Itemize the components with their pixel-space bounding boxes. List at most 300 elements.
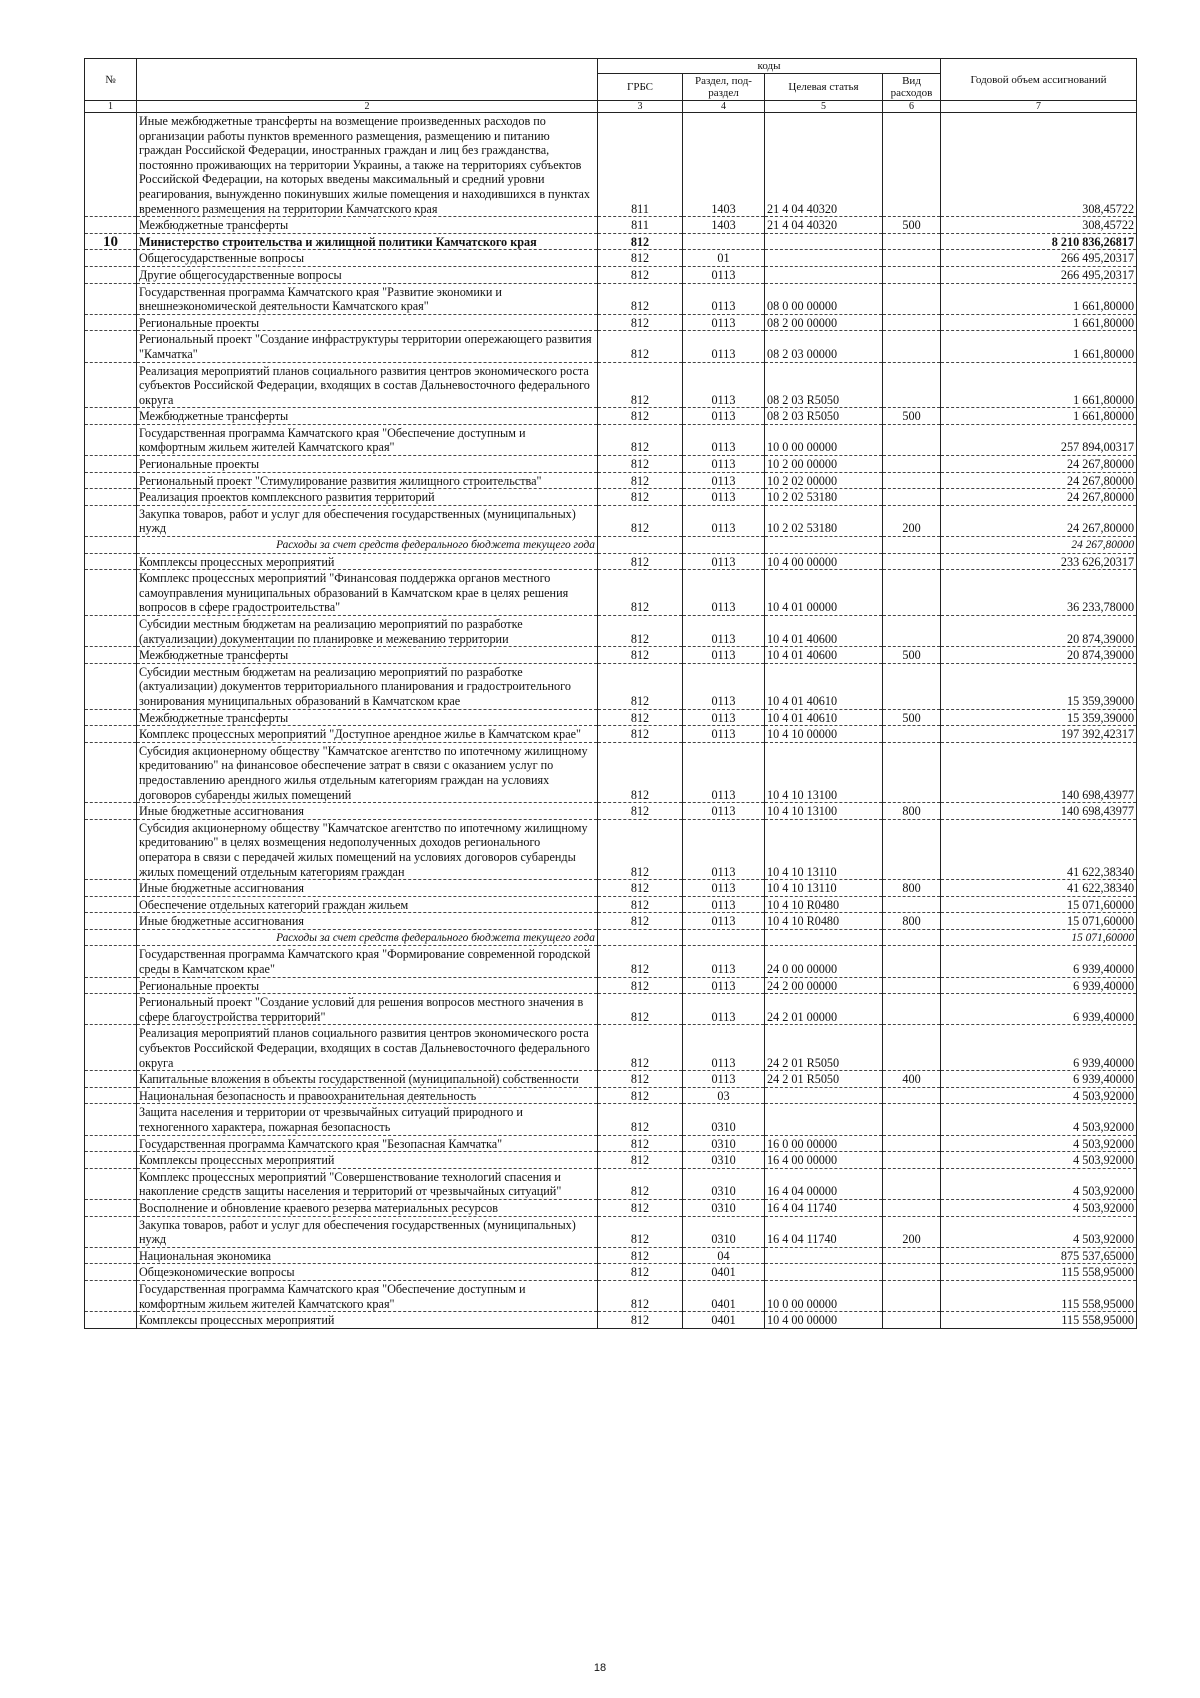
row-article: 10 4 10 13100 xyxy=(765,742,883,802)
row-sum: 4 503,92000 xyxy=(941,1152,1137,1169)
row-name: Защита населения и территории от чрезвычайных ситуаций природного и техногенного характера, пожарная безопасность xyxy=(137,1104,598,1135)
row-sum: 20 874,39000 xyxy=(941,616,1137,647)
row-article: 08 2 03 00000 xyxy=(765,331,883,362)
row-section: 0310 xyxy=(683,1135,765,1152)
row-number-cell xyxy=(85,217,137,234)
row-section: 04 xyxy=(683,1247,765,1264)
row-number-cell xyxy=(85,663,137,709)
row-grbs: 812 xyxy=(598,663,683,709)
table-row xyxy=(85,1312,1137,1329)
row-number-cell xyxy=(85,553,137,570)
row-number-cell xyxy=(85,803,137,820)
row-sum: 36 233,78000 xyxy=(941,570,1137,616)
row-number-cell xyxy=(85,1104,137,1135)
header-sum: Годовой объем ассигнований xyxy=(941,59,1137,101)
row-article: 16 0 00 00000 xyxy=(765,1135,883,1152)
column-number: 7 xyxy=(941,101,1137,113)
row-vid xyxy=(883,1247,941,1264)
table-row xyxy=(85,537,1137,554)
row-number-cell xyxy=(85,913,137,930)
row-name: Субсидия акционерному обществу "Камчатское агентство по ипотечному жилищному кредитованию" в целях возмещения недополученных доходов регионального оператора в связи с передачей жилых помещений на условиях договоров субаренды жилых помещений отдельным категориям граждан xyxy=(137,819,598,879)
row-section: 0113 xyxy=(683,742,765,802)
row-article: 08 2 00 00000 xyxy=(765,314,883,331)
row-article: 10 4 10 13110 xyxy=(765,880,883,897)
table-row xyxy=(85,1104,1137,1135)
row-number-cell xyxy=(85,819,137,879)
row-grbs: 812 xyxy=(598,1087,683,1104)
row-vid xyxy=(883,663,941,709)
row-section: 0113 xyxy=(683,1025,765,1071)
row-grbs: 812 xyxy=(598,570,683,616)
table-row xyxy=(85,1280,1137,1311)
row-sum: 15 359,39000 xyxy=(941,663,1137,709)
row-section: 0113 xyxy=(683,896,765,913)
row-sum: 6 939,40000 xyxy=(941,1071,1137,1088)
row-grbs xyxy=(598,537,683,554)
table-row xyxy=(85,1071,1137,1088)
row-section: 0113 xyxy=(683,647,765,664)
row-sum: 4 503,92000 xyxy=(941,1104,1137,1135)
row-group-number: 10 xyxy=(85,233,137,250)
row-number-cell xyxy=(85,1168,137,1199)
row-number-cell xyxy=(85,456,137,473)
row-sum: 1 661,80000 xyxy=(941,362,1137,408)
row-name: Реализация проектов комплексного развития территорий xyxy=(137,489,598,506)
table-row xyxy=(85,331,1137,362)
row-grbs: 812 xyxy=(598,553,683,570)
row-sum: 41 622,38340 xyxy=(941,819,1137,879)
row-name: Другие общегосударственные вопросы xyxy=(137,266,598,283)
row-name: Государственная программа Камчатского края "Безопасная Камчатка" xyxy=(137,1135,598,1152)
row-sum: 15 071,60000 xyxy=(941,929,1137,946)
row-section: 0113 xyxy=(683,570,765,616)
row-grbs: 812 xyxy=(598,1135,683,1152)
row-sum: 257 894,00317 xyxy=(941,424,1137,455)
row-section: 0113 xyxy=(683,456,765,473)
row-vid xyxy=(883,819,941,879)
row-name: Реализация мероприятий планов социального развития центров экономического роста субъектов Российской Федерации, входящих в состав Дальневосточного федерального округа xyxy=(137,1025,598,1071)
row-sum: 8 210 836,26817 xyxy=(941,233,1137,250)
row-grbs: 812 xyxy=(598,994,683,1025)
table-row xyxy=(85,994,1137,1025)
row-sum: 4 503,92000 xyxy=(941,1199,1137,1216)
row-grbs: 812 xyxy=(598,1104,683,1135)
row-number-cell xyxy=(85,537,137,554)
row-article: 24 0 00 00000 xyxy=(765,946,883,977)
header-section: Раздел, под-раздел xyxy=(683,74,765,101)
row-article: 10 4 01 00000 xyxy=(765,570,883,616)
table-row xyxy=(85,1152,1137,1169)
row-name: Региональный проект "Стимулирование развития жилищного строительства" xyxy=(137,472,598,489)
row-section: 0113 xyxy=(683,489,765,506)
column-number: 1 xyxy=(85,101,137,113)
row-sum: 1 661,80000 xyxy=(941,314,1137,331)
table-row xyxy=(85,1087,1137,1104)
row-vid xyxy=(883,1104,941,1135)
row-vid xyxy=(883,283,941,314)
row-name: Субсидии местным бюджетам на реализацию мероприятий по разработке (актуализации) документов территориального планирования и градостроительного зонирования муниципальных образований в Камчатском крае xyxy=(137,663,598,709)
row-article: 10 0 00 00000 xyxy=(765,424,883,455)
row-grbs: 812 xyxy=(598,331,683,362)
row-number-cell xyxy=(85,977,137,994)
row-name: Капитальные вложения в объекты государственной (муниципальной) собственности xyxy=(137,1071,598,1088)
row-vid xyxy=(883,1280,941,1311)
row-section: 0113 xyxy=(683,803,765,820)
row-name: Комплексы процессных мероприятий xyxy=(137,1152,598,1169)
table-row xyxy=(85,505,1137,536)
row-vid xyxy=(883,977,941,994)
row-vid xyxy=(883,1312,941,1329)
row-vid xyxy=(883,472,941,489)
row-article: 10 0 00 00000 xyxy=(765,1280,883,1311)
row-sum: 15 071,60000 xyxy=(941,913,1137,930)
row-vid xyxy=(883,266,941,283)
row-grbs: 812 xyxy=(598,1168,683,1199)
header-number: № xyxy=(85,59,137,101)
row-section: 1403 xyxy=(683,217,765,234)
table-row xyxy=(85,929,1137,946)
row-article xyxy=(765,537,883,554)
row-article: 10 4 00 00000 xyxy=(765,553,883,570)
row-section: 0310 xyxy=(683,1216,765,1247)
table-row xyxy=(85,250,1137,267)
row-sum: 4 503,92000 xyxy=(941,1168,1137,1199)
row-vid xyxy=(883,537,941,554)
row-article: 24 2 01 R5050 xyxy=(765,1025,883,1071)
row-article xyxy=(765,1247,883,1264)
row-name: Региональные проекты xyxy=(137,314,598,331)
row-section: 0113 xyxy=(683,616,765,647)
row-grbs: 812 xyxy=(598,472,683,489)
row-vid: 800 xyxy=(883,803,941,820)
row-sum: 6 939,40000 xyxy=(941,994,1137,1025)
row-sum: 20 874,39000 xyxy=(941,647,1137,664)
row-name: Реализация мероприятий планов социального развития центров экономического роста субъектов Российской Федерации, входящих в состав Дальневосточного федерального округа xyxy=(137,362,598,408)
table-row xyxy=(85,553,1137,570)
row-number-cell xyxy=(85,726,137,743)
row-vid xyxy=(883,1264,941,1281)
row-grbs: 812 xyxy=(598,233,683,250)
row-article: 16 4 04 00000 xyxy=(765,1168,883,1199)
row-vid xyxy=(883,929,941,946)
row-article: 16 4 04 11740 xyxy=(765,1199,883,1216)
row-section: 03 xyxy=(683,1087,765,1104)
row-number-cell xyxy=(85,283,137,314)
row-vid xyxy=(883,946,941,977)
row-name: Комплекс процессных мероприятий "Доступное арендное жилье в Камчатском крае" xyxy=(137,726,598,743)
row-section: 0113 xyxy=(683,314,765,331)
row-section: 0113 xyxy=(683,994,765,1025)
row-article: 10 4 10 00000 xyxy=(765,726,883,743)
row-article: 24 2 01 00000 xyxy=(765,994,883,1025)
row-name: Региональный проект "Создание условий для решения вопросов местного значения в сфере благоустройства территорий" xyxy=(137,994,598,1025)
row-section: 0113 xyxy=(683,819,765,879)
table-row xyxy=(85,283,1137,314)
row-sum: 15 071,60000 xyxy=(941,896,1137,913)
row-section: 1403 xyxy=(683,113,765,217)
row-vid: 200 xyxy=(883,505,941,536)
table-row xyxy=(85,233,1137,250)
row-number-cell xyxy=(85,1247,137,1264)
row-sum: 197 392,42317 xyxy=(941,726,1137,743)
row-grbs: 812 xyxy=(598,1312,683,1329)
row-vid xyxy=(883,1025,941,1071)
row-article: 10 4 01 40600 xyxy=(765,647,883,664)
row-vid: 500 xyxy=(883,709,941,726)
row-number-cell xyxy=(85,1025,137,1071)
row-sum: 1 661,80000 xyxy=(941,408,1137,425)
row-article: 08 0 00 00000 xyxy=(765,283,883,314)
row-vid xyxy=(883,362,941,408)
table-row xyxy=(85,896,1137,913)
row-name: Государственная программа Камчатского края "Развитие экономики и внешнеэкономической деятельности Камчатского края" xyxy=(137,283,598,314)
row-article: 10 4 10 13100 xyxy=(765,803,883,820)
row-section: 0113 xyxy=(683,408,765,425)
row-sum: 4 503,92000 xyxy=(941,1135,1137,1152)
row-sum: 24 267,80000 xyxy=(941,537,1137,554)
row-name: Комплекс процессных мероприятий "Совершенствование технологий спасения и накопление средств защиты населения и территорий от чрезвычайных ситуаций" xyxy=(137,1168,598,1199)
row-grbs: 812 xyxy=(598,1280,683,1311)
row-grbs xyxy=(598,929,683,946)
row-number-cell xyxy=(85,570,137,616)
row-sum: 266 495,20317 xyxy=(941,266,1137,283)
row-grbs: 812 xyxy=(598,424,683,455)
row-name: Межбюджетные трансферты xyxy=(137,647,598,664)
row-sum: 4 503,92000 xyxy=(941,1087,1137,1104)
table-row xyxy=(85,362,1137,408)
row-sum: 24 267,80000 xyxy=(941,505,1137,536)
row-grbs: 812 xyxy=(598,1264,683,1281)
row-name: Субсидия акционерному обществу "Камчатское агентство по ипотечному жилищному кредитованию" на финансовое обеспечение затрат в связи с оказанием услуг по предоставлению арендного жилья отдельным категориям граждан на условиях договоров субаренды жилых помещений xyxy=(137,742,598,802)
row-number-cell xyxy=(85,489,137,506)
row-number-cell xyxy=(85,424,137,455)
row-name: Обеспечение отдельных категорий граждан жильем xyxy=(137,896,598,913)
table-row xyxy=(85,472,1137,489)
column-number: 6 xyxy=(883,101,941,113)
row-sum: 875 537,65000 xyxy=(941,1247,1137,1264)
row-section: 0113 xyxy=(683,663,765,709)
table-row xyxy=(85,113,1137,217)
row-number-cell xyxy=(85,1280,137,1311)
row-sum: 115 558,95000 xyxy=(941,1280,1137,1311)
row-sum: 115 558,95000 xyxy=(941,1264,1137,1281)
row-name: Государственная программа Камчатского края "Обеспечение доступным и комфортным жильем жителей Камчатского края" xyxy=(137,1280,598,1311)
row-number-cell xyxy=(85,505,137,536)
row-section: 0113 xyxy=(683,266,765,283)
row-grbs: 812 xyxy=(598,505,683,536)
row-number-cell xyxy=(85,1216,137,1247)
row-article: 24 2 00 00000 xyxy=(765,977,883,994)
row-section xyxy=(683,537,765,554)
row-grbs: 812 xyxy=(598,1152,683,1169)
row-article: 10 4 01 40600 xyxy=(765,616,883,647)
column-number: 2 xyxy=(137,101,598,113)
header-codes: коды xyxy=(598,59,941,74)
row-vid xyxy=(883,994,941,1025)
row-sum: 15 359,39000 xyxy=(941,709,1137,726)
row-number-cell xyxy=(85,647,137,664)
table-row xyxy=(85,1199,1137,1216)
row-number-cell xyxy=(85,929,137,946)
row-name: Региональные проекты xyxy=(137,977,598,994)
table-row xyxy=(85,217,1137,234)
row-grbs: 812 xyxy=(598,726,683,743)
row-number-cell xyxy=(85,742,137,802)
row-section: 0401 xyxy=(683,1312,765,1329)
row-grbs: 811 xyxy=(598,217,683,234)
row-vid xyxy=(883,1087,941,1104)
row-vid xyxy=(883,314,941,331)
row-section: 0113 xyxy=(683,880,765,897)
table-row xyxy=(85,1168,1137,1199)
row-grbs: 812 xyxy=(598,946,683,977)
row-sum: 24 267,80000 xyxy=(941,456,1137,473)
row-name: Государственная программа Камчатского края "Формирование современной городской среды в Камчатском крае" xyxy=(137,946,598,977)
row-name: Комплексы процессных мероприятий xyxy=(137,553,598,570)
table-row xyxy=(85,803,1137,820)
row-number-cell xyxy=(85,616,137,647)
row-name: Закупка товаров, работ и услуг для обеспечения государственных (муниципальных) нужд xyxy=(137,1216,598,1247)
row-vid xyxy=(883,1152,941,1169)
row-section: 0113 xyxy=(683,946,765,977)
row-grbs: 812 xyxy=(598,489,683,506)
row-vid xyxy=(883,233,941,250)
row-vid: 500 xyxy=(883,647,941,664)
row-vid xyxy=(883,1135,941,1152)
table-row xyxy=(85,880,1137,897)
row-vid: 400 xyxy=(883,1071,941,1088)
row-sum: 1 661,80000 xyxy=(941,331,1137,362)
table-row xyxy=(85,663,1137,709)
row-sum: 6 939,40000 xyxy=(941,977,1137,994)
row-vid xyxy=(883,489,941,506)
row-grbs: 811 xyxy=(598,113,683,217)
row-name: Межбюджетные трансферты xyxy=(137,408,598,425)
row-number-cell xyxy=(85,1264,137,1281)
row-section: 0113 xyxy=(683,977,765,994)
row-sum: 24 267,80000 xyxy=(941,489,1137,506)
row-name: Восполнение и обновление краевого резерва материальных ресурсов xyxy=(137,1199,598,1216)
row-sum: 233 626,20317 xyxy=(941,553,1137,570)
table-header xyxy=(85,59,1137,113)
row-number-cell xyxy=(85,314,137,331)
table-row xyxy=(85,709,1137,726)
row-grbs: 812 xyxy=(598,283,683,314)
table-row xyxy=(85,314,1137,331)
row-section: 0113 xyxy=(683,505,765,536)
row-sum: 6 939,40000 xyxy=(941,946,1137,977)
row-grbs: 812 xyxy=(598,977,683,994)
row-grbs: 812 xyxy=(598,803,683,820)
row-section xyxy=(683,929,765,946)
row-sum: 266 495,20317 xyxy=(941,250,1137,267)
row-grbs: 812 xyxy=(598,709,683,726)
row-number-cell xyxy=(85,1135,137,1152)
column-number: 3 xyxy=(598,101,683,113)
table-row xyxy=(85,616,1137,647)
row-section: 0401 xyxy=(683,1264,765,1281)
row-section: 0113 xyxy=(683,331,765,362)
page-number: 18 xyxy=(593,1662,607,1674)
row-name: Национальная экономика xyxy=(137,1247,598,1264)
row-sum: 41 622,38340 xyxy=(941,880,1137,897)
table-row xyxy=(85,819,1137,879)
row-article xyxy=(765,1087,883,1104)
row-number-cell xyxy=(85,472,137,489)
row-section: 0310 xyxy=(683,1104,765,1135)
row-article: 21 4 04 40320 xyxy=(765,113,883,217)
row-grbs: 812 xyxy=(598,1071,683,1088)
table-row xyxy=(85,570,1137,616)
row-section: 0113 xyxy=(683,283,765,314)
table-row xyxy=(85,726,1137,743)
row-name: Закупка товаров, работ и услуг для обеспечения государственных (муниципальных) нужд xyxy=(137,505,598,536)
table-row xyxy=(85,424,1137,455)
row-section: 0113 xyxy=(683,362,765,408)
row-grbs: 812 xyxy=(598,913,683,930)
row-sum: 308,45722 xyxy=(941,113,1137,217)
row-name: Расходы за счет средств федерального бюджета текущего года xyxy=(137,929,598,946)
row-article: 10 4 10 R0480 xyxy=(765,913,883,930)
row-article: 10 2 02 00000 xyxy=(765,472,883,489)
row-grbs: 812 xyxy=(598,408,683,425)
row-article: 24 2 01 R5050 xyxy=(765,1071,883,1088)
table-row xyxy=(85,456,1137,473)
row-name: Иные бюджетные ассигнования xyxy=(137,880,598,897)
row-name: Субсидии местным бюджетам на реализацию мероприятий по разработке (актуализации) документации по планировке и межеванию территории xyxy=(137,616,598,647)
row-section: 01 xyxy=(683,250,765,267)
row-vid xyxy=(883,424,941,455)
row-article: 10 4 01 40610 xyxy=(765,709,883,726)
row-article: 10 2 02 53180 xyxy=(765,489,883,506)
row-name: Общегосударственные вопросы xyxy=(137,250,598,267)
table-row xyxy=(85,647,1137,664)
row-vid xyxy=(883,250,941,267)
row-grbs: 812 xyxy=(598,880,683,897)
row-vid xyxy=(883,113,941,217)
table-row xyxy=(85,1135,1137,1152)
row-vid xyxy=(883,896,941,913)
table-row xyxy=(85,1216,1137,1247)
row-number-cell xyxy=(85,408,137,425)
row-vid xyxy=(883,1199,941,1216)
row-grbs: 812 xyxy=(598,456,683,473)
row-number-cell xyxy=(85,994,137,1025)
row-section: 0401 xyxy=(683,1280,765,1311)
row-number-cell xyxy=(85,1071,137,1088)
row-grbs: 812 xyxy=(598,1216,683,1247)
row-grbs: 812 xyxy=(598,819,683,879)
row-article xyxy=(765,1104,883,1135)
row-number-cell xyxy=(85,266,137,283)
budget-table xyxy=(84,58,1137,1329)
row-section: 0113 xyxy=(683,1071,765,1088)
row-grbs: 812 xyxy=(598,647,683,664)
table-row xyxy=(85,1264,1137,1281)
column-number: 5 xyxy=(765,101,883,113)
row-name: Общеэкономические вопросы xyxy=(137,1264,598,1281)
row-number-cell xyxy=(85,362,137,408)
row-grbs: 812 xyxy=(598,362,683,408)
row-vid xyxy=(883,616,941,647)
row-vid: 200 xyxy=(883,1216,941,1247)
row-number-cell xyxy=(85,946,137,977)
table-row xyxy=(85,1247,1137,1264)
header-name xyxy=(137,59,598,101)
row-sum: 6 939,40000 xyxy=(941,1025,1137,1071)
row-vid: 500 xyxy=(883,217,941,234)
row-vid xyxy=(883,570,941,616)
